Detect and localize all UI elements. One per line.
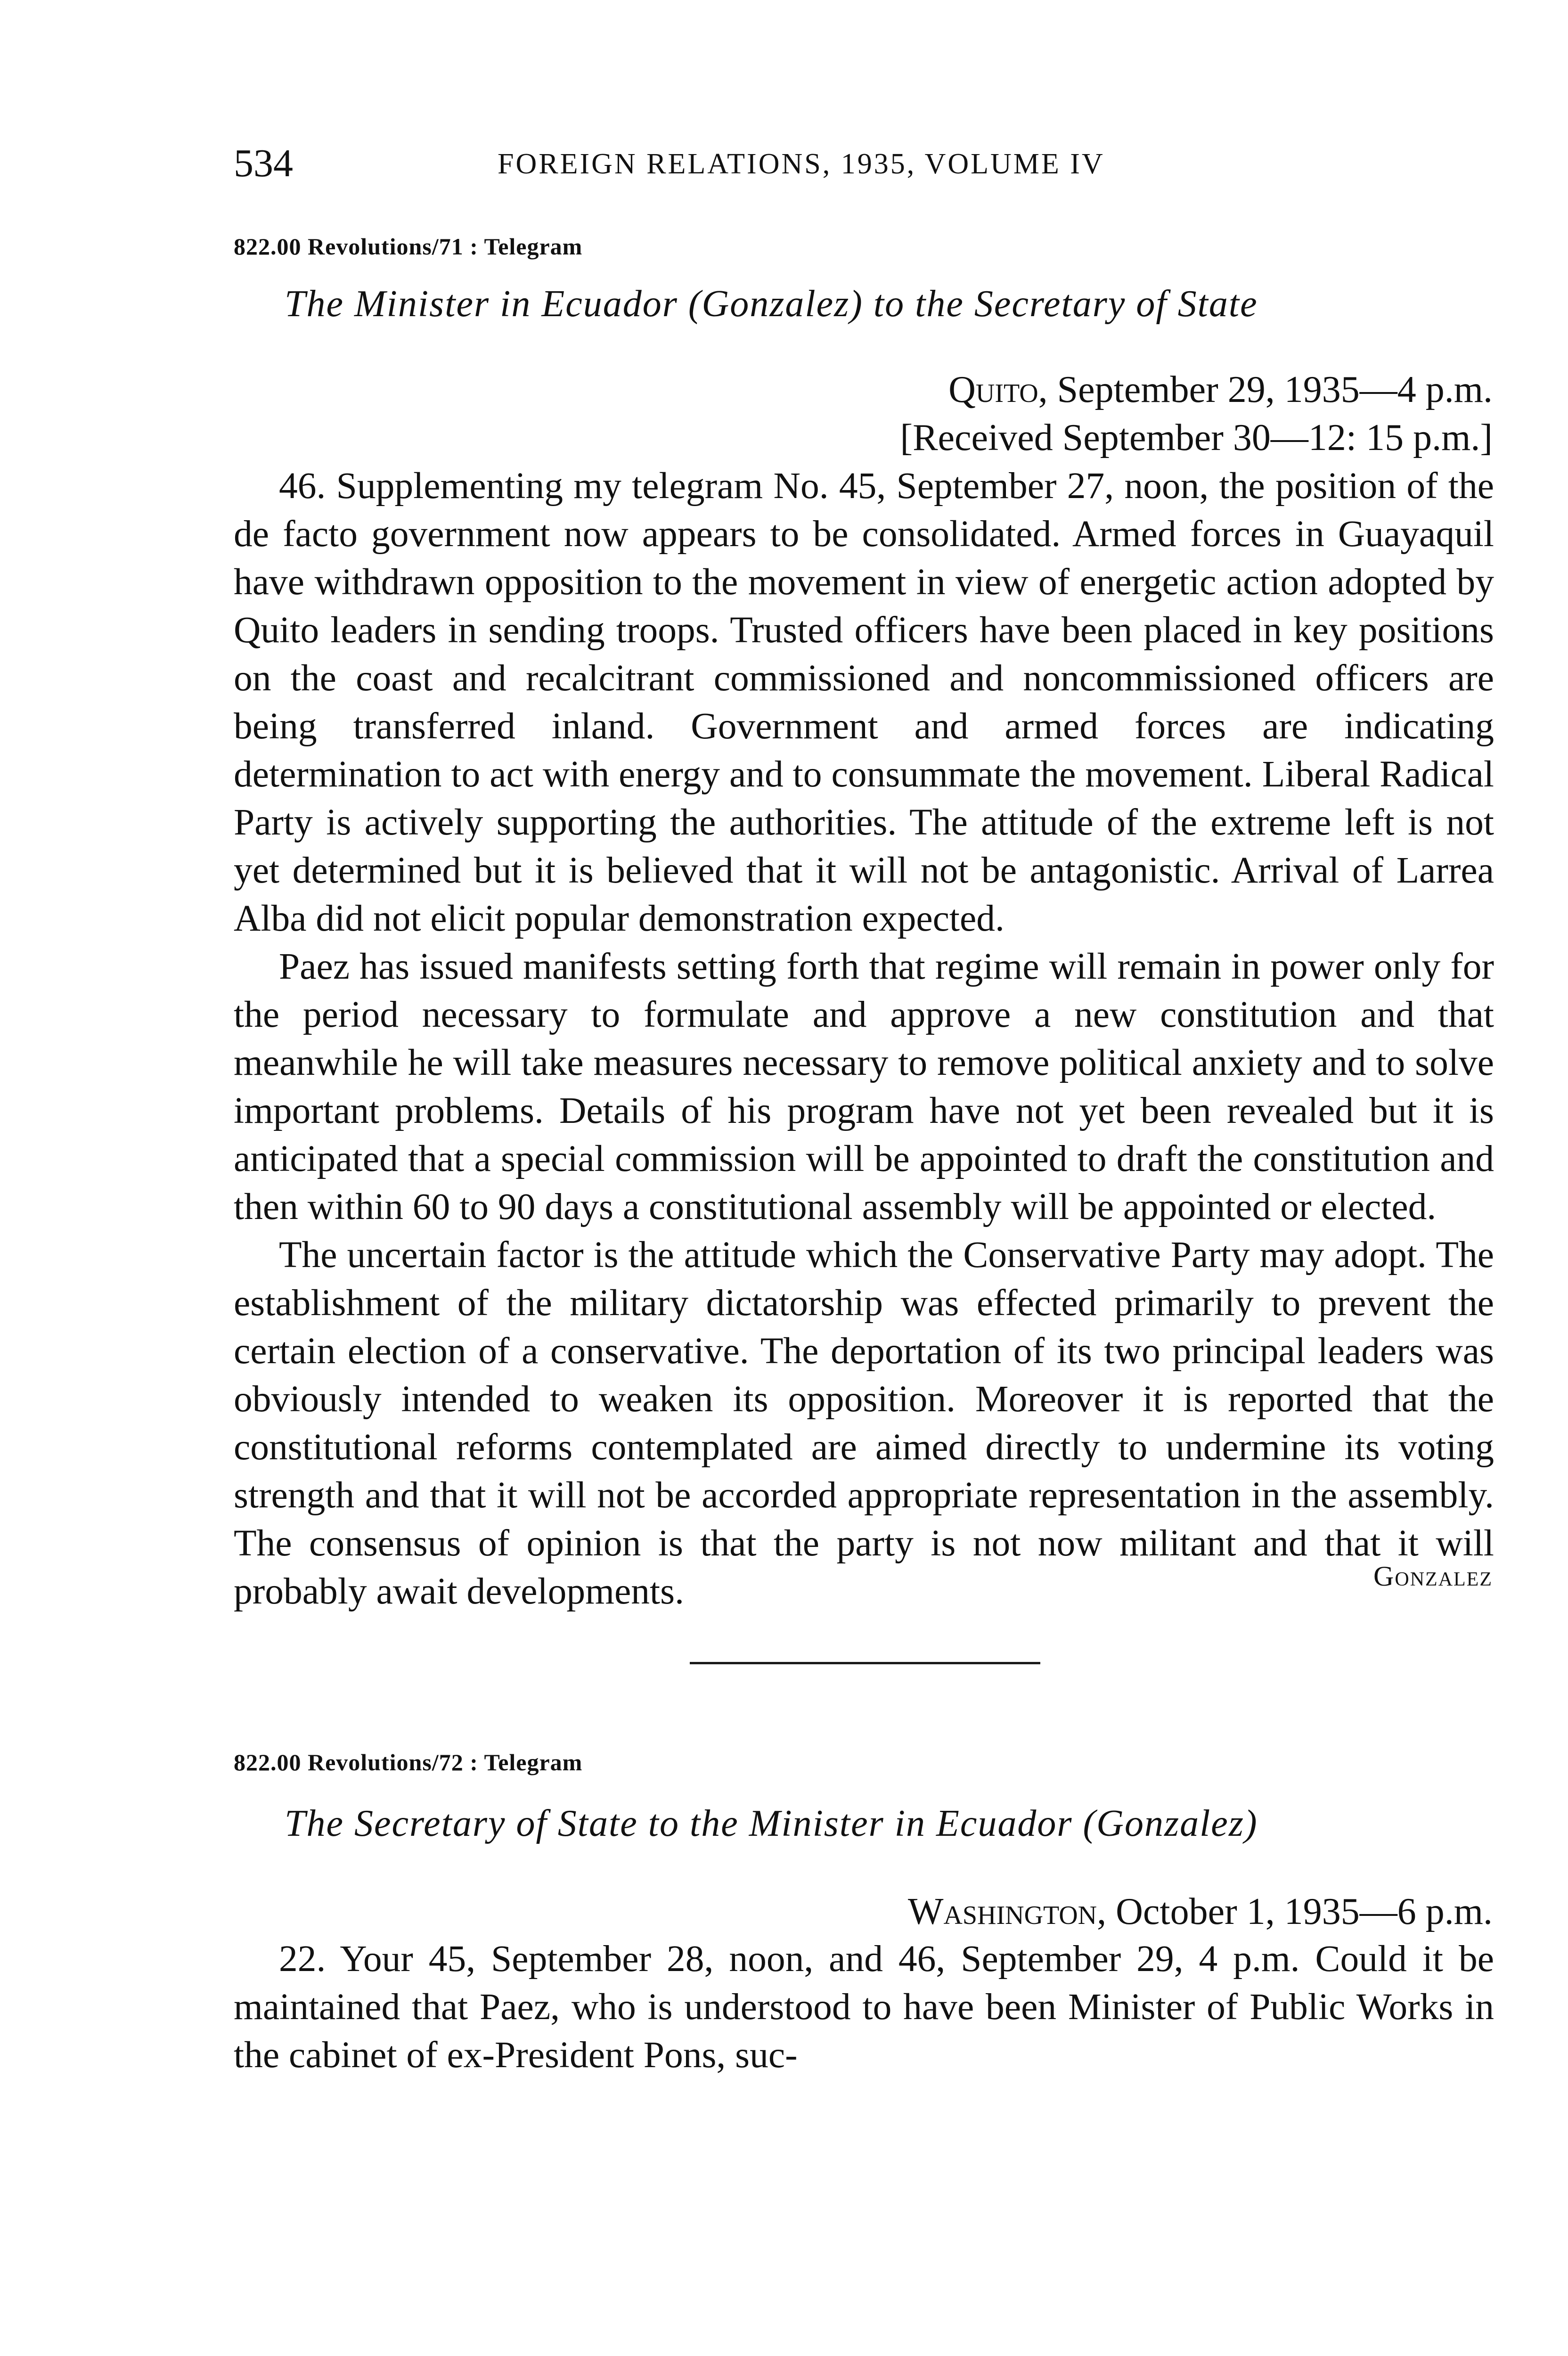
paragraph: 22. Your 45, September 28, noon, and 46, September 29, 4 p.m. Could it be maintained that Paez, who is understood to have been Minister of Public Works in the cabinet of ex-President Pons, suc- [234, 1938, 1494, 2076]
paragraph: Paez has issued manifests setting forth that regime will remain in power only for the period necessary to formulate and approve a new constitution and that meanwhile he will take measures necessary to remove political anxiety and to solve important problems. Details of his program have not yet been revealed but it is anticipated that a special commission will be appointed to draft the constitution and then within 60 to 90 days a constitutional assembly will be appointed or elected. [234, 946, 1494, 1227]
dateline-date: , September 29, 1935—4 p.m. [1038, 369, 1493, 410]
telegram-body [234, 1935, 1494, 2079]
dateline-date: , October 1, 1935—6 p.m. [1097, 1891, 1493, 1932]
running-title: FOREIGN RELATIONS, 1935, VOLUME IV [498, 148, 1105, 180]
paragraph: 46. Supplementing my telegram No. 45, September 27, noon, the position of the de facto government now appears to be consolidated. Armed forces in Guayaquil have withdrawn opposition to the movement in view of energetic action adopted by Quito leaders in sending troops. Trusted officers have been placed in key positions on the coast and recalcitrant commissioned and noncommissioned officers are being transferred inland. Government and armed forces are indicating determination to act with energy and to consummate the movement. Liberal Radical Party is actively supporting the authorities. The attitude of the extreme left is not yet determined but it is believed that it will not be antagonistic. Arrival of Larrea Alba did not elicit popular demonstration expected. [234, 465, 1494, 939]
dateline [948, 366, 1493, 414]
section-divider [690, 1662, 1040, 1664]
document-heading: The Minister in Ecuador (Gonzalez) to the Secretary of State [285, 283, 1258, 325]
file-reference: 822.00 Revolutions/71 : Telegram [234, 233, 583, 260]
dateline-place: Washington [907, 1891, 1097, 1932]
file-reference: 822.00 Revolutions/72 : Telegram [234, 1749, 583, 1775]
dateline-place: Quito [948, 369, 1038, 410]
document-heading: The Secretary of State to the Minister in Ecuador (Gonzalez) [285, 1803, 1258, 1844]
received-line: [Received September 30—12: 15 p.m.] [900, 417, 1493, 458]
paragraph: The uncertain factor is the attitude which the Conservative Party may adopt. The establishment of the military dictatorship was effected primarily to prevent the certain election of a conservative. The deportation of its two principal leaders was obviously intended to weaken its opposition. Moreover it is reported that the constitutional reforms contemplated are aimed directly to undermine its voting strength and that it will not be accorded appropriate representation in the assembly. The consensus of opinion is that the party is not now militant and that it will probably await developments. [234, 1234, 1494, 1612]
dateline [908, 1888, 1493, 1936]
running-head [234, 138, 1242, 189]
page-number: 534 [234, 141, 293, 185]
telegram-body [234, 462, 1494, 1615]
signature: Gonzalez [1373, 1561, 1493, 1592]
